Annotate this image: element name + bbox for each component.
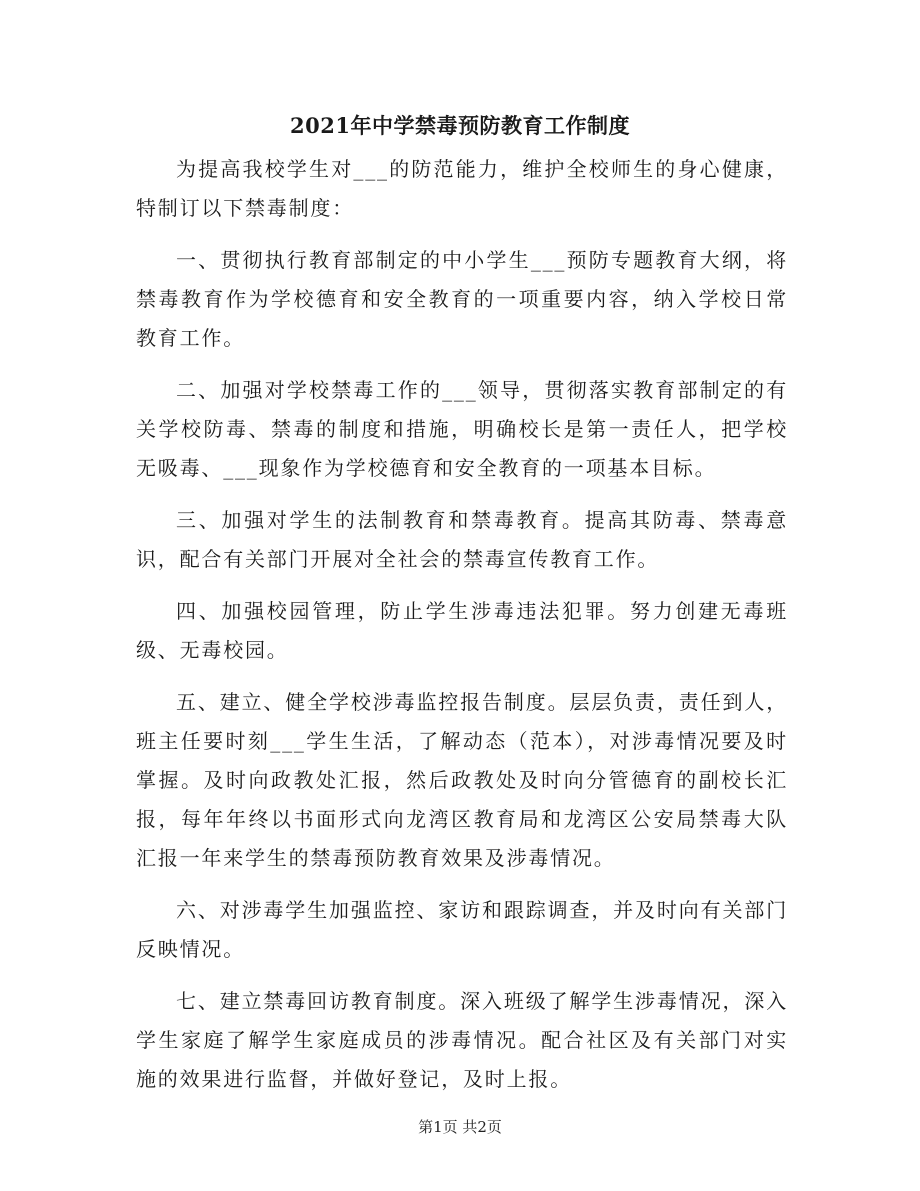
paragraph-item-2: 二、加强对学校禁毒工作的___领导，贯彻落实教育部制定的有关学校防毒、禁毒的制度和措施，明确校长是第一责任人，把学校无吸毒、___现象作为学校德育和安全教育的一项基本目标。 xyxy=(136,378,788,480)
document-body xyxy=(136,150,788,1112)
document-title: 2021年中学禁毒预防教育工作制度 xyxy=(290,113,630,138)
paragraph-item-4: 四、加强校园管理，防止学生涉毒违法犯罪。努力创建无毒班级、无毒校园。 xyxy=(136,599,788,662)
page-number-footer: 第1页 共2页 xyxy=(418,1118,502,1136)
paragraph-item-5: 五、建立、健全学校涉毒监控报告制度。层层负责，责任到人，班主任要时刻___学生生活，了解动态（范本），对涉毒情况要及时掌握。及时向政教处汇报，然后政教处及时向分管德育的副校长汇报，每年年终以书面形式向龙湾区教育局和龙湾区公安局禁毒大队汇报一年来学生的禁毒预防教育效果及涉毒情况。 xyxy=(136,690,788,870)
paragraph-item-6: 六、对涉毒学生加强监控、家访和跟踪调查，并及时向有关部门反映情况。 xyxy=(136,898,788,961)
paragraph-intro: 为提高我校学生对___的防范能力，维护全校师生的身心健康，特制订以下禁毒制度： xyxy=(136,157,788,220)
paragraph-item-3: 三、加强对学生的法制教育和禁毒教育。提高其防毒、禁毒意识，配合有关部门开展对全社会的禁毒宣传教育工作。 xyxy=(136,508,788,571)
paragraph-item-7: 七、建立禁毒回访教育制度。深入班级了解学生涉毒情况，深入学生家庭了解学生家庭成员的涉毒情况。配合社区及有关部门对实施的效果进行监督，并做好登记，及时上报。 xyxy=(136,989,788,1091)
paragraph-item-1: 一、贯彻执行教育部制定的中小学生___预防专题教育大纲，将禁毒教育作为学校德育和安全教育的一项重要内容，纳入学校日常教育工作。 xyxy=(136,248,788,350)
